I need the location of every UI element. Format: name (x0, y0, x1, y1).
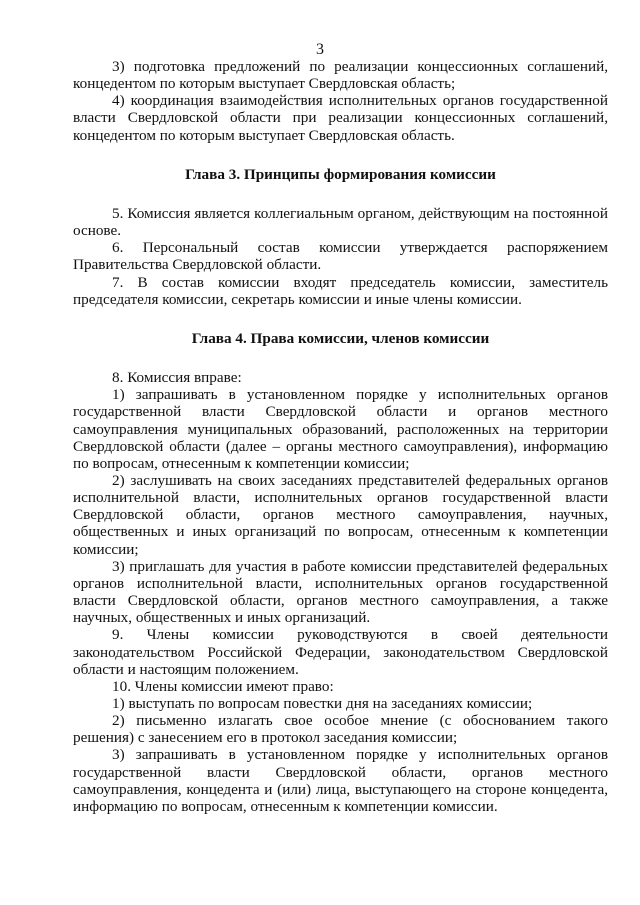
document-body (73, 58, 608, 815)
spacer (73, 183, 608, 205)
paragraph-8-item-2: 2) заслушивать на своих заседаниях представителей федеральных органов исполнительной власти, исполнительных органов государственной власти Свердловской области, органов местного самоуправления, научных, общественных и иных организаций по вопросам, отнесенным к компетенции комиссии; (73, 471, 608, 558)
paragraph-5: 5. Комиссия является коллегиальным органом, действующим на постоянной основе. (73, 204, 608, 240)
paragraph-8-item-3: 3) приглашать для участия в работе комиссии представителей федеральных органов исполнительной власти, исполнительных органов государственной власти Свердловской области, органов местного самоуправления, а также научных, общественных и иных организаций. (73, 557, 608, 627)
paragraph-10-item-3: 3) запрашивать в установленном порядке у исполнительных органов государственной власти Свердловской области, органов местного самоуправления, концедента и (или) лица, выступающего на стороне концедента, информацию по вопросам, отнесенным к компетенции комиссии. (73, 746, 608, 815)
spacer (73, 144, 608, 166)
paragraph-8: 8. Комиссия вправе: (112, 369, 242, 387)
paragraph-10-item-2: 2) письменно излагать свое особое мнение (с обоснованием такого решения) с занесением его в протокол заседания комиссии; (73, 712, 608, 747)
spacer (73, 347, 608, 369)
paragraph-7: 7. В состав комиссии входят председатель комиссии, заместитель председателя комиссии, секретарь комиссии и иные члены комиссии. (73, 273, 608, 308)
chapter-4-heading: Глава 4. Права комиссии, членов комиссии (191, 329, 490, 347)
page-number: 3 (316, 41, 324, 58)
chapter-3-heading: Глава 3. Принципы формирования комиссии (185, 165, 496, 183)
paragraph-9: 9. Члены комиссии руководствуются в своей деятельности законодательством Российской Федерации, законодательством Свердловской области и настоящим положением. (73, 626, 608, 678)
paragraph-item-3: 3) подготовка предложений по реализации концессионных соглашений, концедентом по которым выступает Свердловская область; (73, 58, 608, 93)
paragraph-item-4: 4) координация взаимодействия исполнительных органов государственной власти Свердловской области при реализации концессионных соглашений, концедентом по которым выступает Свердловская область. (73, 92, 608, 144)
paragraph-6: 6. Персональный состав комиссии утверждается распоряжением Правительства Свердловской области. (73, 239, 608, 274)
paragraph-10: 10. Члены комиссии имеют право: (112, 677, 334, 695)
spacer (73, 308, 608, 330)
paragraph-8-item-1: 1) запрашивать в установленном порядке у исполнительных органов государственной власти Свердловской области и органов местного самоуправления муниципальных образований, расположенных на территории Свердловской области (далее – органы местного самоуправления), информацию по вопросам, отнесенным к компетенции комиссии; (73, 386, 608, 472)
paragraph-10-item-1: 1) выступать по вопросам повестки дня на заседаниях комиссии; (112, 695, 533, 712)
